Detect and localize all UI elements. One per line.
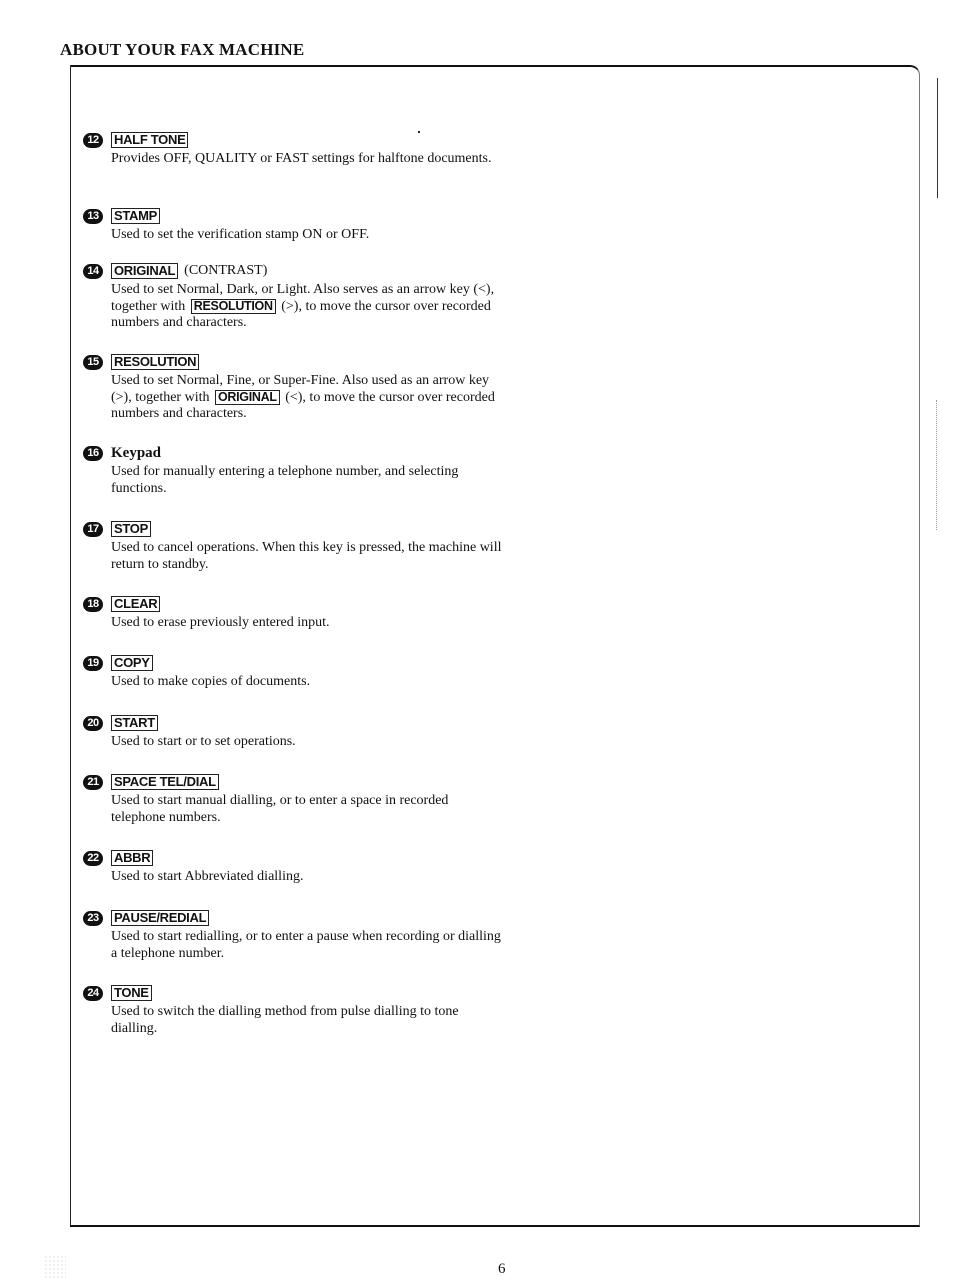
- key-label: CLEAR: [111, 596, 160, 612]
- number-badge: 21: [83, 775, 103, 790]
- key-label: START: [111, 715, 158, 731]
- item-description: Used to switch the dialling method from pulse dialling to tone dialling.: [111, 1004, 459, 1036]
- item-description: Used to start Abbreviated dialling.: [111, 869, 304, 884]
- item-description: Used to start or to set operations.: [111, 734, 296, 749]
- item-description: Used to start manual dialling, or to enter a space in recorded telephone numbers.: [111, 793, 449, 825]
- number-badge: 13: [83, 209, 103, 224]
- description-part2: (<), to move the cursor over recorded numbers and characters.: [111, 389, 495, 421]
- item-original: [83, 262, 503, 332]
- number-badge: 17: [83, 522, 103, 537]
- key-label: TONE: [111, 985, 152, 1001]
- item-pause-redial: [83, 909, 503, 962]
- number-badge: 16: [83, 446, 103, 461]
- item-half-tone: [83, 131, 503, 168]
- number-badge: 22: [83, 851, 103, 866]
- item-description: Used for manually entering a telephone number, and selecting functions.: [111, 464, 459, 496]
- number-badge: 23: [83, 911, 103, 926]
- key-label: HALF TONE: [111, 132, 188, 148]
- key-label: ORIGINAL: [111, 263, 178, 279]
- item-abbr: [83, 849, 503, 886]
- number-badge: 14: [83, 264, 103, 279]
- key-label: ABBR: [111, 850, 153, 866]
- scan-artifact: [44, 1255, 66, 1279]
- item-description: Used to cancel operations. When this key is pressed, the machine will return to standby.: [111, 540, 502, 572]
- key-label: RESOLUTION: [111, 354, 199, 370]
- key-label: STAMP: [111, 208, 160, 224]
- description-part1: Used to set Normal, Fine, or Super-Fine. Also used as an arrow key (>), together with: [111, 373, 490, 405]
- number-badge: 24: [83, 986, 103, 1001]
- number-badge: 19: [83, 656, 103, 671]
- inline-key-label: RESOLUTION: [191, 299, 276, 314]
- number-badge: 12: [83, 133, 103, 148]
- item-description: Provides OFF, QUALITY or FAST settings for halftone documents.: [111, 151, 492, 166]
- item-description: [111, 373, 503, 423]
- number-badge: 20: [83, 716, 103, 731]
- item-copy: [83, 654, 503, 691]
- margin-line: [937, 78, 938, 198]
- item-description: Used to start redialling, or to enter a pause when recording or dialling a telephone number.: [111, 929, 501, 961]
- description-part2: (>), to move the cursor over recorded numbers and characters.: [111, 298, 491, 330]
- number-badge: 15: [83, 355, 103, 370]
- item-description: [111, 282, 503, 332]
- margin-dots: [936, 400, 938, 530]
- item-tone: [83, 984, 503, 1037]
- item-space-tel-dial: [83, 773, 503, 826]
- item-start: [83, 714, 503, 751]
- item-resolution: [83, 353, 503, 423]
- item-description: Used to make copies of documents.: [111, 674, 311, 689]
- key-label: STOP: [111, 521, 151, 537]
- inline-key-label: ORIGINAL: [215, 390, 280, 405]
- item-description: Used to set the verification stamp ON or OFF.: [111, 227, 370, 242]
- item-title: Keypad: [111, 444, 162, 461]
- item-keypad: [83, 444, 503, 497]
- key-label: SPACE TEL/DIAL: [111, 774, 219, 790]
- item-clear: [83, 595, 503, 632]
- key-label: COPY: [111, 655, 153, 671]
- item-stamp: [83, 207, 503, 244]
- section-title: ABOUT YOUR FAX MACHINE: [60, 40, 305, 59]
- page-number: 6: [498, 1261, 506, 1277]
- number-badge: 18: [83, 597, 103, 612]
- key-suffix: (CONTRAST): [184, 263, 268, 278]
- item-description: Used to erase previously entered input.: [111, 615, 330, 630]
- description-part1: Used to set Normal, Dark, or Light. Also serves as an arrow key (<), together with: [111, 282, 495, 314]
- item-stop: [83, 520, 503, 573]
- key-label: PAUSE/REDIAL: [111, 910, 209, 926]
